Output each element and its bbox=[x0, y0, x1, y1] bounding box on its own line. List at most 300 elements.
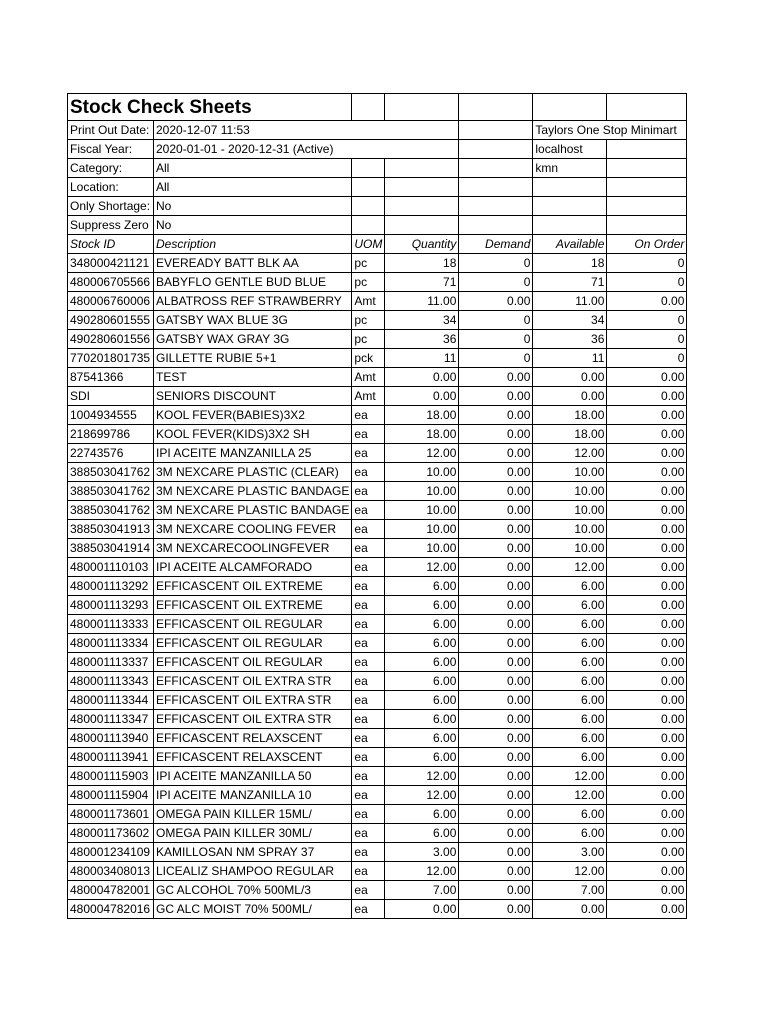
quantity-cell: 0.00 bbox=[385, 387, 459, 406]
demand-cell: 0.00 bbox=[459, 539, 533, 558]
description-cell: EFFICASCENT OIL EXTRA STR bbox=[154, 672, 352, 691]
demand-cell: 0.00 bbox=[459, 653, 533, 672]
stock-id-cell: 480004782001 bbox=[68, 881, 154, 900]
description-cell: GATSBY WAX BLUE 3G bbox=[154, 311, 352, 330]
stock-id-cell: 480001113293 bbox=[68, 596, 154, 615]
table-row bbox=[68, 368, 687, 387]
quantity-cell: 6.00 bbox=[385, 824, 459, 843]
quantity-cell: 71 bbox=[385, 273, 459, 292]
demand-cell: 0 bbox=[459, 273, 533, 292]
quantity-cell: 6.00 bbox=[385, 710, 459, 729]
uom-cell: ea bbox=[352, 653, 385, 672]
table-row bbox=[68, 292, 687, 311]
description-cell: KOOL FEVER(KIDS)3X2 SH bbox=[154, 425, 352, 444]
on-order-cell: 0.00 bbox=[607, 292, 687, 311]
uom-cell: ea bbox=[352, 425, 385, 444]
column-header-stock-id: Stock ID bbox=[68, 235, 154, 254]
empty-cell bbox=[385, 159, 459, 178]
on-order-cell: 0 bbox=[607, 254, 687, 273]
demand-cell: 0.00 bbox=[459, 843, 533, 862]
title-row bbox=[68, 94, 687, 121]
host-name: localhost bbox=[533, 140, 607, 159]
demand-cell: 0.00 bbox=[459, 387, 533, 406]
quantity-cell: 6.00 bbox=[385, 691, 459, 710]
empty-cell bbox=[352, 197, 385, 216]
table-row bbox=[68, 501, 687, 520]
table-row bbox=[68, 634, 687, 653]
empty-cell bbox=[607, 159, 687, 178]
demand-cell: 0.00 bbox=[459, 368, 533, 387]
quantity-cell: 6.00 bbox=[385, 577, 459, 596]
demand-cell: 0.00 bbox=[459, 691, 533, 710]
available-cell: 71 bbox=[533, 273, 607, 292]
column-header-available: Available bbox=[533, 235, 607, 254]
available-cell: 6.00 bbox=[533, 634, 607, 653]
available-cell: 6.00 bbox=[533, 729, 607, 748]
print-out-date-row bbox=[68, 121, 687, 140]
on-order-cell: 0.00 bbox=[607, 862, 687, 881]
uom-cell: ea bbox=[352, 577, 385, 596]
column-header-on-order: On Order bbox=[607, 235, 687, 254]
on-order-cell: 0.00 bbox=[607, 881, 687, 900]
quantity-cell: 6.00 bbox=[385, 729, 459, 748]
uom-cell: ea bbox=[352, 482, 385, 501]
table-row bbox=[68, 691, 687, 710]
quantity-cell: 18.00 bbox=[385, 406, 459, 425]
only-shortage-label: Only Shortage: bbox=[68, 197, 154, 216]
uom-cell: Amt bbox=[352, 292, 385, 311]
demand-cell: 0.00 bbox=[459, 729, 533, 748]
uom-cell: ea bbox=[352, 767, 385, 786]
location-row bbox=[68, 178, 687, 197]
on-order-cell: 0 bbox=[607, 273, 687, 292]
empty-cell bbox=[533, 178, 607, 197]
on-order-cell: 0.00 bbox=[607, 748, 687, 767]
available-cell: 6.00 bbox=[533, 615, 607, 634]
demand-cell: 0.00 bbox=[459, 463, 533, 482]
available-cell: 0.00 bbox=[533, 900, 607, 919]
empty-cell bbox=[459, 197, 533, 216]
available-cell: 18.00 bbox=[533, 406, 607, 425]
demand-cell: 0 bbox=[459, 349, 533, 368]
available-cell: 6.00 bbox=[533, 653, 607, 672]
demand-cell: 0.00 bbox=[459, 501, 533, 520]
on-order-cell: 0.00 bbox=[607, 501, 687, 520]
quantity-cell: 6.00 bbox=[385, 634, 459, 653]
stock-id-cell: 218699786 bbox=[68, 425, 154, 444]
description-cell: IPI ACEITE MANZANILLA 50 bbox=[154, 767, 352, 786]
available-cell: 7.00 bbox=[533, 881, 607, 900]
table-row bbox=[68, 748, 687, 767]
on-order-cell: 0.00 bbox=[607, 672, 687, 691]
table-row bbox=[68, 387, 687, 406]
description-cell: OMEGA PAIN KILLER 15ML/ bbox=[154, 805, 352, 824]
uom-cell: ea bbox=[352, 710, 385, 729]
on-order-cell: 0.00 bbox=[607, 786, 687, 805]
description-cell: GILLETTE RUBIE 5+1 bbox=[154, 349, 352, 368]
uom-cell: ea bbox=[352, 786, 385, 805]
table-row bbox=[68, 558, 687, 577]
empty-cell bbox=[607, 178, 687, 197]
uom-cell: ea bbox=[352, 824, 385, 843]
empty-cell bbox=[533, 94, 607, 121]
empty-cell bbox=[607, 216, 687, 235]
category-row bbox=[68, 159, 687, 178]
table-row bbox=[68, 349, 687, 368]
stock-id-cell: 480006760006 bbox=[68, 292, 154, 311]
stock-id-cell: 480006705566 bbox=[68, 273, 154, 292]
on-order-cell: 0.00 bbox=[607, 634, 687, 653]
empty-cell bbox=[459, 121, 533, 140]
quantity-cell: 34 bbox=[385, 311, 459, 330]
empty-cell bbox=[459, 178, 533, 197]
stock-id-cell: 388503041762 bbox=[68, 482, 154, 501]
empty-cell bbox=[352, 178, 385, 197]
quantity-cell: 6.00 bbox=[385, 748, 459, 767]
only-shortage-row bbox=[68, 197, 687, 216]
quantity-cell: 10.00 bbox=[385, 482, 459, 501]
on-order-cell: 0 bbox=[607, 330, 687, 349]
table-row bbox=[68, 729, 687, 748]
table-row bbox=[68, 710, 687, 729]
stock-id-cell: 388503041913 bbox=[68, 520, 154, 539]
stock-id-cell: 22743576 bbox=[68, 444, 154, 463]
stock-id-cell: 480001113292 bbox=[68, 577, 154, 596]
empty-cell bbox=[352, 159, 385, 178]
table-row bbox=[68, 311, 687, 330]
empty-cell bbox=[385, 216, 459, 235]
on-order-cell: 0.00 bbox=[607, 843, 687, 862]
quantity-cell: 11 bbox=[385, 349, 459, 368]
description-cell: OMEGA PAIN KILLER 30ML/ bbox=[154, 824, 352, 843]
description-cell: 3M NEXCARE PLASTIC BANDAGE bbox=[154, 501, 352, 520]
uom-cell: ea bbox=[352, 729, 385, 748]
uom-cell: pck bbox=[352, 349, 385, 368]
description-cell: EFFICASCENT OIL EXTREME bbox=[154, 577, 352, 596]
demand-cell: 0.00 bbox=[459, 672, 533, 691]
quantity-cell: 10.00 bbox=[385, 463, 459, 482]
table-row bbox=[68, 406, 687, 425]
stock-id-cell: 480001113343 bbox=[68, 672, 154, 691]
on-order-cell: 0.00 bbox=[607, 691, 687, 710]
table-row bbox=[68, 615, 687, 634]
demand-cell: 0.00 bbox=[459, 748, 533, 767]
table-row bbox=[68, 539, 687, 558]
empty-cell bbox=[352, 216, 385, 235]
demand-cell: 0.00 bbox=[459, 824, 533, 843]
table-row bbox=[68, 786, 687, 805]
uom-cell: ea bbox=[352, 596, 385, 615]
uom-cell: ea bbox=[352, 900, 385, 919]
stock-id-cell: 388503041762 bbox=[68, 463, 154, 482]
demand-cell: 0.00 bbox=[459, 558, 533, 577]
description-cell: IPI ACEITE MANZANILLA 25 bbox=[154, 444, 352, 463]
description-cell: 3M NEXCARE COOLING FEVER bbox=[154, 520, 352, 539]
quantity-cell: 0.00 bbox=[385, 368, 459, 387]
on-order-cell: 0.00 bbox=[607, 387, 687, 406]
stock-id-cell: 480001173602 bbox=[68, 824, 154, 843]
description-cell: EFFICASCENT OIL REGULAR bbox=[154, 615, 352, 634]
quantity-cell: 18 bbox=[385, 254, 459, 273]
available-cell: 10.00 bbox=[533, 501, 607, 520]
empty-cell bbox=[352, 94, 385, 121]
uom-cell: ea bbox=[352, 748, 385, 767]
demand-cell: 0.00 bbox=[459, 862, 533, 881]
available-cell: 6.00 bbox=[533, 691, 607, 710]
demand-cell: 0.00 bbox=[459, 767, 533, 786]
quantity-cell: 10.00 bbox=[385, 501, 459, 520]
quantity-cell: 36 bbox=[385, 330, 459, 349]
available-cell: 34 bbox=[533, 311, 607, 330]
quantity-cell: 11.00 bbox=[385, 292, 459, 311]
quantity-cell: 6.00 bbox=[385, 805, 459, 824]
demand-cell: 0.00 bbox=[459, 482, 533, 501]
available-cell: 6.00 bbox=[533, 596, 607, 615]
description-cell: ALBATROSS REF STRAWBERRY bbox=[154, 292, 352, 311]
location-value: All bbox=[154, 178, 352, 197]
quantity-cell: 3.00 bbox=[385, 843, 459, 862]
description-cell: KAMILLOSAN NM SPRAY 37 bbox=[154, 843, 352, 862]
empty-cell bbox=[385, 94, 459, 121]
table-row bbox=[68, 444, 687, 463]
stock-id-cell: 87541366 bbox=[68, 368, 154, 387]
on-order-cell: 0 bbox=[607, 311, 687, 330]
description-cell: EVEREADY BATT BLK AA bbox=[154, 254, 352, 273]
demand-cell: 0.00 bbox=[459, 710, 533, 729]
description-cell: EFFICASCENT OIL REGULAR bbox=[154, 634, 352, 653]
demand-cell: 0.00 bbox=[459, 615, 533, 634]
on-order-cell: 0.00 bbox=[607, 824, 687, 843]
table-row bbox=[68, 843, 687, 862]
demand-cell: 0 bbox=[459, 254, 533, 273]
table-row bbox=[68, 463, 687, 482]
store-name: Taylors One Stop Minimart bbox=[533, 121, 687, 140]
stock-id-cell: 480001113334 bbox=[68, 634, 154, 653]
available-cell: 10.00 bbox=[533, 482, 607, 501]
uom-cell: ea bbox=[352, 805, 385, 824]
empty-cell bbox=[607, 94, 687, 121]
table-row bbox=[68, 425, 687, 444]
empty-cell bbox=[459, 140, 533, 159]
column-header-uom: UOM bbox=[352, 235, 385, 254]
description-cell: EFFICASCENT RELAXSCENT bbox=[154, 729, 352, 748]
available-cell: 12.00 bbox=[533, 444, 607, 463]
quantity-cell: 6.00 bbox=[385, 672, 459, 691]
print-out-date-label: Print Out Date: bbox=[68, 121, 154, 140]
print-out-date-value: 2020-12-07 11:53 bbox=[154, 121, 459, 140]
description-cell: IPI ACEITE MANZANILLA 10 bbox=[154, 786, 352, 805]
description-cell: LICEALIZ SHAMPOO REGULAR bbox=[154, 862, 352, 881]
description-cell: GC ALCOHOL 70% 500ML/3 bbox=[154, 881, 352, 900]
table-row bbox=[68, 824, 687, 843]
uom-cell: ea bbox=[352, 558, 385, 577]
demand-cell: 0 bbox=[459, 311, 533, 330]
on-order-cell: 0.00 bbox=[607, 463, 687, 482]
uom-cell: ea bbox=[352, 615, 385, 634]
uom-cell: ea bbox=[352, 463, 385, 482]
fiscal-year-value: 2020-01-01 - 2020-12-31 (Active) bbox=[154, 140, 459, 159]
available-cell: 12.00 bbox=[533, 767, 607, 786]
on-order-cell: 0.00 bbox=[607, 539, 687, 558]
table-row bbox=[68, 900, 687, 919]
stock-id-cell: 480001115903 bbox=[68, 767, 154, 786]
on-order-cell: 0 bbox=[607, 349, 687, 368]
available-cell: 10.00 bbox=[533, 463, 607, 482]
stock-id-cell: 388503041762 bbox=[68, 501, 154, 520]
available-cell: 18.00 bbox=[533, 425, 607, 444]
user-name: kmn bbox=[533, 159, 607, 178]
stock-id-cell: SDI bbox=[68, 387, 154, 406]
stock-id-cell: 480001113347 bbox=[68, 710, 154, 729]
uom-cell: Amt bbox=[352, 387, 385, 406]
uom-cell: ea bbox=[352, 634, 385, 653]
on-order-cell: 0.00 bbox=[607, 805, 687, 824]
column-header-row bbox=[68, 235, 687, 254]
empty-cell bbox=[459, 159, 533, 178]
only-shortage-value: No bbox=[154, 197, 352, 216]
on-order-cell: 0.00 bbox=[607, 425, 687, 444]
table-row bbox=[68, 862, 687, 881]
available-cell: 3.00 bbox=[533, 843, 607, 862]
table-row bbox=[68, 577, 687, 596]
on-order-cell: 0.00 bbox=[607, 767, 687, 786]
description-cell: TEST bbox=[154, 368, 352, 387]
table-row bbox=[68, 520, 687, 539]
column-header-demand: Demand bbox=[459, 235, 533, 254]
uom-cell: ea bbox=[352, 406, 385, 425]
stock-id-cell: 348000421121 bbox=[68, 254, 154, 273]
quantity-cell: 12.00 bbox=[385, 862, 459, 881]
on-order-cell: 0.00 bbox=[607, 558, 687, 577]
suppress-zero-value: No bbox=[154, 216, 352, 235]
available-cell: 6.00 bbox=[533, 577, 607, 596]
available-cell: 11 bbox=[533, 349, 607, 368]
available-cell: 11.00 bbox=[533, 292, 607, 311]
description-cell: GC ALC MOIST 70% 500ML/ bbox=[154, 900, 352, 919]
sheet-title: Stock Check Sheets bbox=[68, 94, 352, 121]
on-order-cell: 0.00 bbox=[607, 444, 687, 463]
on-order-cell: 0.00 bbox=[607, 615, 687, 634]
available-cell: 6.00 bbox=[533, 748, 607, 767]
description-cell: KOOL FEVER(BABIES)3X2 bbox=[154, 406, 352, 425]
demand-cell: 0.00 bbox=[459, 900, 533, 919]
category-label: Category: bbox=[68, 159, 154, 178]
category-value: All bbox=[154, 159, 352, 178]
demand-cell: 0.00 bbox=[459, 786, 533, 805]
on-order-cell: 0.00 bbox=[607, 520, 687, 539]
on-order-cell: 0.00 bbox=[607, 900, 687, 919]
description-cell: 3M NEXCARE PLASTIC BANDAGE bbox=[154, 482, 352, 501]
quantity-cell: 12.00 bbox=[385, 767, 459, 786]
uom-cell: ea bbox=[352, 862, 385, 881]
demand-cell: 0.00 bbox=[459, 520, 533, 539]
empty-cell bbox=[385, 178, 459, 197]
quantity-cell: 10.00 bbox=[385, 520, 459, 539]
uom-cell: ea bbox=[352, 843, 385, 862]
empty-cell bbox=[459, 216, 533, 235]
on-order-cell: 0.00 bbox=[607, 577, 687, 596]
quantity-cell: 7.00 bbox=[385, 881, 459, 900]
empty-cell bbox=[385, 197, 459, 216]
demand-cell: 0 bbox=[459, 330, 533, 349]
quantity-cell: 12.00 bbox=[385, 444, 459, 463]
stock-id-cell: 480001113941 bbox=[68, 748, 154, 767]
on-order-cell: 0.00 bbox=[607, 596, 687, 615]
quantity-cell: 18.00 bbox=[385, 425, 459, 444]
empty-cell bbox=[459, 94, 533, 121]
stock-id-cell: 480001110103 bbox=[68, 558, 154, 577]
stock-id-cell: 1004934555 bbox=[68, 406, 154, 425]
description-cell: 3M NEXCARECOOLINGFEVER bbox=[154, 539, 352, 558]
description-cell: GATSBY WAX GRAY 3G bbox=[154, 330, 352, 349]
stock-id-cell: 388503041914 bbox=[68, 539, 154, 558]
stock-id-cell: 480001234109 bbox=[68, 843, 154, 862]
description-cell: EFFICASCENT OIL EXTRA STR bbox=[154, 710, 352, 729]
description-cell: EFFICASCENT OIL EXTRA STR bbox=[154, 691, 352, 710]
table-row bbox=[68, 672, 687, 691]
stock-id-cell: 770201801735 bbox=[68, 349, 154, 368]
available-cell: 6.00 bbox=[533, 672, 607, 691]
location-label: Location: bbox=[68, 178, 154, 197]
on-order-cell: 0.00 bbox=[607, 653, 687, 672]
demand-cell: 0.00 bbox=[459, 634, 533, 653]
quantity-cell: 0.00 bbox=[385, 900, 459, 919]
quantity-cell: 6.00 bbox=[385, 653, 459, 672]
uom-cell: pc bbox=[352, 273, 385, 292]
on-order-cell: 0.00 bbox=[607, 482, 687, 501]
available-cell: 12.00 bbox=[533, 862, 607, 881]
available-cell: 6.00 bbox=[533, 710, 607, 729]
suppress-zero-row bbox=[68, 216, 687, 235]
column-header-quantity: Quantity bbox=[385, 235, 459, 254]
description-cell: 3M NEXCARE PLASTIC (CLEAR) bbox=[154, 463, 352, 482]
demand-cell: 0.00 bbox=[459, 596, 533, 615]
uom-cell: ea bbox=[352, 444, 385, 463]
empty-cell bbox=[607, 197, 687, 216]
stock-id-cell: 490280601556 bbox=[68, 330, 154, 349]
stock-id-cell: 490280601555 bbox=[68, 311, 154, 330]
column-header-description: Description bbox=[154, 235, 352, 254]
table-row bbox=[68, 273, 687, 292]
stock-id-cell: 480001113333 bbox=[68, 615, 154, 634]
uom-cell: pc bbox=[352, 254, 385, 273]
demand-cell: 0.00 bbox=[459, 444, 533, 463]
uom-cell: ea bbox=[352, 881, 385, 900]
stock-id-cell: 480001173601 bbox=[68, 805, 154, 824]
stock-check-sheet bbox=[67, 93, 687, 919]
available-cell: 36 bbox=[533, 330, 607, 349]
quantity-cell: 12.00 bbox=[385, 786, 459, 805]
table-row bbox=[68, 330, 687, 349]
table-row bbox=[68, 881, 687, 900]
quantity-cell: 6.00 bbox=[385, 596, 459, 615]
available-cell: 0.00 bbox=[533, 387, 607, 406]
suppress-zero-label: Suppress Zero bbox=[68, 216, 154, 235]
description-cell: EFFICASCENT RELAXSCENT bbox=[154, 748, 352, 767]
description-cell: EFFICASCENT OIL EXTREME bbox=[154, 596, 352, 615]
demand-cell: 0.00 bbox=[459, 425, 533, 444]
on-order-cell: 0.00 bbox=[607, 406, 687, 425]
table-row bbox=[68, 482, 687, 501]
demand-cell: 0.00 bbox=[459, 577, 533, 596]
available-cell: 12.00 bbox=[533, 786, 607, 805]
table-row bbox=[68, 767, 687, 786]
description-cell: SENIORS DISCOUNT bbox=[154, 387, 352, 406]
description-cell: BABYFLO GENTLE BUD BLUE bbox=[154, 273, 352, 292]
uom-cell: pc bbox=[352, 311, 385, 330]
available-cell: 0.00 bbox=[533, 368, 607, 387]
uom-cell: ea bbox=[352, 501, 385, 520]
